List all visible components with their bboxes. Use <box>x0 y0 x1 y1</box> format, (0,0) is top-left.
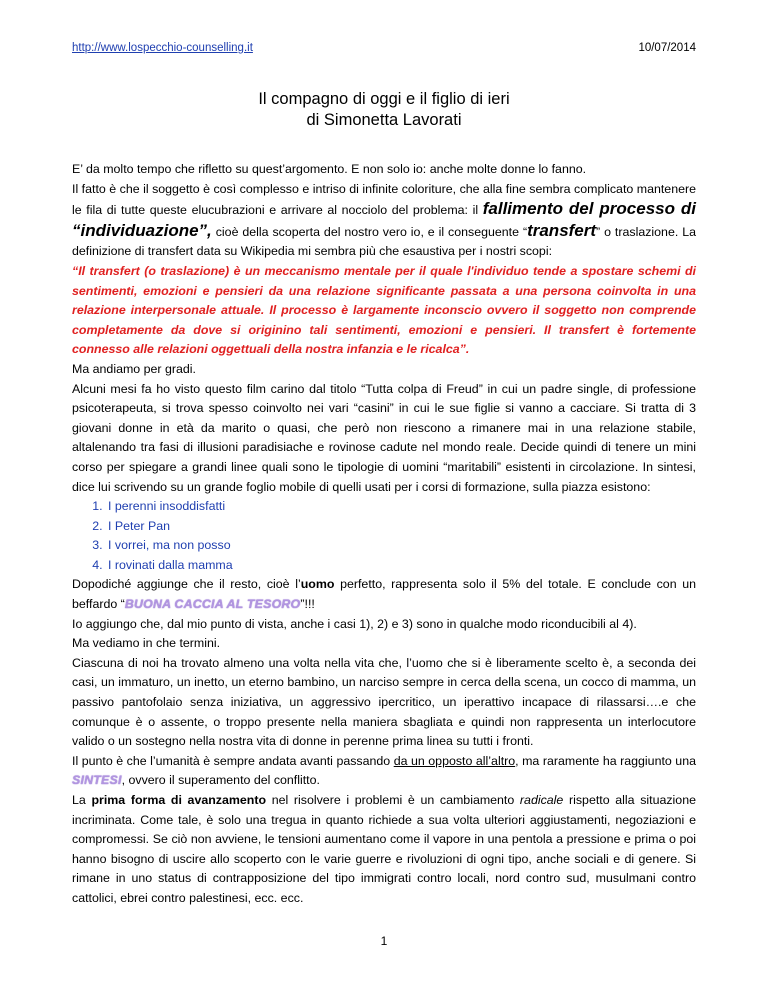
paragraph <box>72 791 696 909</box>
document-title <box>0 89 768 131</box>
header-url-link[interactable]: http://www.lospecchio-counselling.it <box>72 42 253 54</box>
wordart-text: SINTESI <box>72 773 122 788</box>
men-types-list <box>72 497 696 575</box>
paragraph <box>72 575 696 614</box>
text-run: , ovvero il superamento del conflitto. <box>121 773 320 788</box>
header-date: 10/07/2014 <box>638 42 696 54</box>
text-run: , ma raramente ha raggiunto una <box>515 753 696 768</box>
paragraph: Io aggiungo che, dal mio punto di vista, anche i casi 1), 2) e 3) sono in qualche modo riconducibili al 4). <box>72 616 637 631</box>
paragraph: Alcuni mesi fa ho visto questo film carino dal titolo “Tutta colpa di Freud” in cui un padre single, di professione psicoterapeuta, si trova spesso coinvolto nei vari “casini” in cui le sue figlie si vanno a cacciare. Si tratta di 3 giovani donne in età da marito o quasi, che però non riescono a rimanere mai in una relazione stabile, altalenando tra fasi di illusioni paradisiache e rovinose cadute nel mondo reale. Decide quindi di tenere un mini corso per spiegare a grandi linee quali sono le tipologie di uomini “maritabili” esistenti in circolazione. In sintesi, dice lui scrivendo su un grande foglio mobile di quelli usati per i corsi di formazione, sulla piazza esistono: <box>72 381 696 494</box>
paragraph: E’ da molto tempo che rifletto su quest’argomento. E non solo io: anche molte donne lo fanno. <box>72 162 587 176</box>
list-item: 2. I Peter Pan <box>106 517 696 537</box>
list-item: 1. I perenni insoddisfatti <box>106 497 696 517</box>
emphasis-text: transfert <box>527 220 597 240</box>
text-run: perfetto, rappresenta solo il 5% del totale. E conclude con un beffardo “ <box>72 577 696 612</box>
paragraph <box>72 180 696 262</box>
title-line: Il compagno di oggi e il figlio di ieri <box>258 90 510 108</box>
wikipedia-quote: “Il transfert (o traslazione) è un meccanismo mentale per il quale l'individuo tende a spostare schemi di sentimenti, emozioni e pensieri da una relazione significante passata a una persona coinvolta in una relazione interpersonale attuale. Il processo è largamente inconscio ovvero il soggetto non comprende completamente da dove si originino tali sentimenti, emozioni e pensieri. Il transfert è fortemente connesso alle relazioni oggettuali della nostra infanzia e le ricalca”. <box>72 263 696 357</box>
text-run: rispetto alla situazione incriminata. Come tale, è solo una tregua in quanto richiede a sua volta ulteriori aggiustamenti, negoziazioni e compromessi. Se ciò non avviene, le tensioni aumentano come il vapore in una pentola a pressione e prima o poi hanno bisogno di uscire allo scoperto con le varie guerre e rivoluzioni di ogni tipo, anche sociali e di genere. Si rimane in uno status di contrapposizione del tipo immigrati contro locali, nord contro sud, musulmani contro cattolici, ebrei contro palestinesi, ecc. ecc. <box>72 793 696 905</box>
bold-text: uomo <box>300 577 335 592</box>
text-run: ”!!! <box>300 597 315 612</box>
underlined-text: da un opposto all’altro <box>393 753 516 768</box>
list-item: 3. I vorrei, ma non posso <box>106 536 696 556</box>
author-line: di Simonetta Lavorati <box>306 111 462 129</box>
italic-text: radicale <box>519 793 564 807</box>
paragraph: Ma vediamo in che termini. <box>72 636 221 651</box>
document-body <box>72 160 696 909</box>
bold-text: prima forma di avanzamento <box>91 793 267 807</box>
paragraph: Ciascuna di noi ha trovato almeno una volta nella vita che, l’uomo che si è liberamente scelto è, a seconda dei casi, un immaturo, un inetto, un eterno bambino, un narciso sempre in cerca della scena, un cocco di mamma, un passivo pantofolaio senza iniziativa, un aggressivo ipercritico, un iperattivo incapace di rilassarsi….e che comunque è o assente, o troppo presente nella maniera sbagliata e quindi non rappresenta un interlocutore valido o un sostegno nella nostra vita di donne in perenne prima linea su tutti i fronti. <box>72 655 696 749</box>
text-run: ” o traslazione. La definizione di transfert data su Wikipedia mi sembra più che esaustiva per i nostri scopi: <box>72 224 696 259</box>
text-run: cioè della scoperta del nostro vero io, e il conseguente “ <box>211 224 528 239</box>
text-run: La <box>72 793 92 807</box>
page-number: 1 <box>380 934 388 948</box>
paragraph <box>72 752 696 791</box>
wordart-text: BUONA CACCIA AL TESORO <box>124 597 301 612</box>
text-run: Dopodiché aggiunge che il resto, cioè l’ <box>72 577 301 592</box>
text-run: Il punto è che l’umanità è sempre andata avanti passando <box>72 753 394 768</box>
text-run: Il fatto è che il soggetto è così complesso e intriso di infinite coloriture, che alla fine sembra complicato mantenere le fila di tutte queste elucubrazioni e arrivare al nocciolo del problema: il <box>72 181 696 218</box>
text-run: nel risolvere i problemi è un cambiamento <box>266 793 520 807</box>
emphasis-text: fallimento del processo di “individuazione”, <box>72 199 696 240</box>
list-item: 4. I rovinati dalla mamma <box>106 556 696 576</box>
paragraph: Ma andiamo per gradi. <box>72 361 196 376</box>
